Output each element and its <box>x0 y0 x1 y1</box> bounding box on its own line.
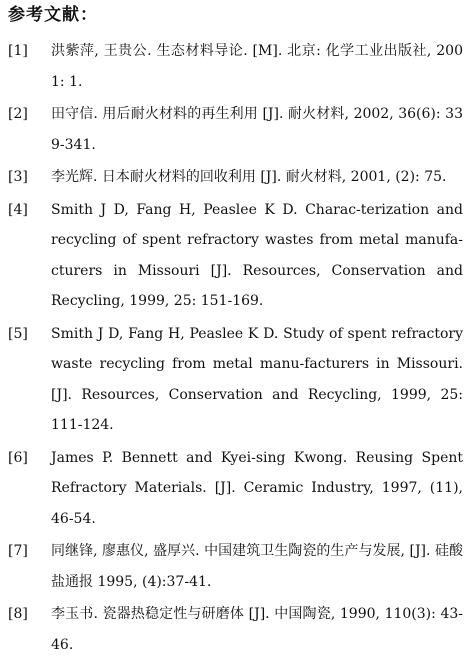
reference-text: Smith J D, Fang H, Peaslee K D. Charac-terization and recycling of spent refractory wastes from metal manufa-cturers in Missouri [J]. Resources, Conservation and Recycling, 1999, 25: 151-169. <box>51 201 463 309</box>
reference-number: [1] <box>8 43 28 59</box>
reference-item <box>0 443 475 535</box>
references-heading: 参考文献： <box>8 5 98 25</box>
reference-number: [5] <box>8 325 28 342</box>
reference-list <box>0 36 475 662</box>
reference-item <box>0 162 475 193</box>
reference-number: [6] <box>8 449 28 466</box>
reference-number: [7] <box>8 543 28 559</box>
reference-text: 李光辉. 日本耐火材料的回收利用 [J]. 耐火材料, 2001, (2): 75. <box>51 169 447 185</box>
reference-item <box>0 99 475 160</box>
reference-item <box>0 319 475 441</box>
reference-text: 李玉书. 瓷器热稳定性与研磨体 [J]. 中国陶瓷, 1990, 110(3): 43-46. <box>51 606 463 653</box>
reference-text: 同继锋, 廖惠仪, 盛厚兴. 中国建筑卫生陶瓷的生产与发展, [J]. 硅酸盐通报 1995, (4):37-41. <box>51 543 463 590</box>
reference-text: Smith J D, Fang H, Peaslee K D. Study of spent refractory waste recycling from metal manu-facturers in Missouri. [J]. Resources, Conservation and Recycling, 1999, 25: 111-124. <box>51 325 463 433</box>
reference-item <box>0 195 475 317</box>
reference-number: [3] <box>8 169 28 185</box>
reference-text: 洪紫萍, 王贵公. 生态材料导论. [M]. 北京: 化学工业出版社, 2001: 1. <box>51 43 463 90</box>
reference-number: [4] <box>8 201 28 218</box>
reference-number: [2] <box>8 106 28 122</box>
reference-number: [8] <box>8 606 28 622</box>
reference-item <box>0 599 475 660</box>
reference-text: James P. Bennett and Kyei-sing Kwong. Reusing Spent Refractory Materials. [J]. Ceramic Industry, 1997, (11), 46-54. <box>51 449 463 527</box>
reference-item <box>0 36 475 97</box>
reference-text: 田守信. 用后耐火材料的再生利用 [J]. 耐火材料, 2002, 36(6): 339-341. <box>51 106 463 153</box>
reference-item <box>0 536 475 597</box>
